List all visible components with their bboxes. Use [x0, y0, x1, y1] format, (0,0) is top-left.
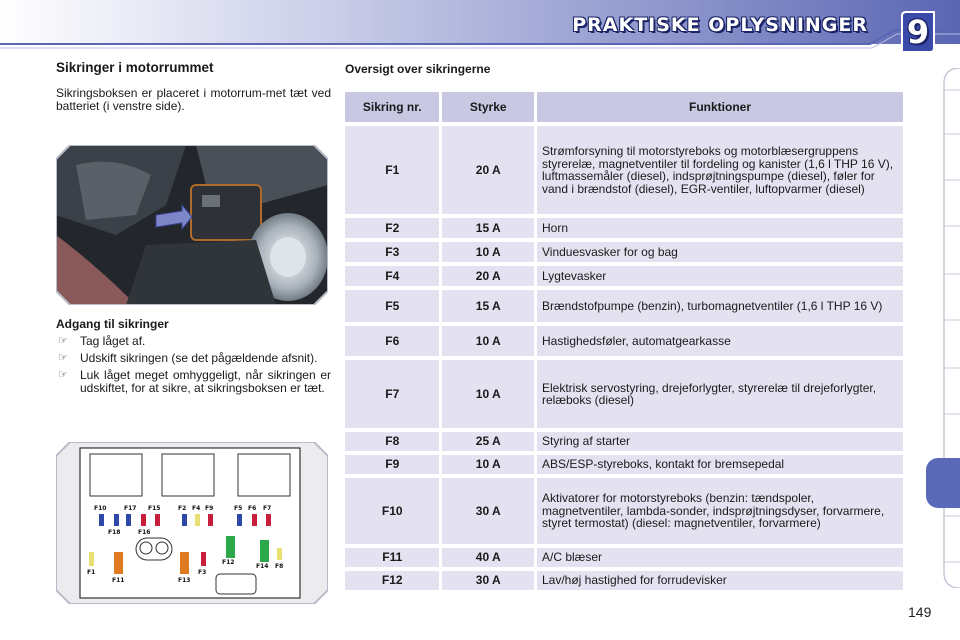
- fuse-function: ABS/ESP-styreboks, kontakt for bremsepedal: [537, 455, 903, 474]
- fuse-label: F6: [248, 505, 257, 512]
- fuse-rating: 15 A: [442, 218, 534, 238]
- fuse-function: Strømforsyning til motorstyreboks og motorblæsergruppens styrerelæ, magnetventiler til fordeling og kanister (1,6 l THP 16 V), luftmassemåler (diesel), indsprøjtningspumpe (diesel), føler for vand i brændstof (diesel), EGR-ventiler, luftopvarmer (diesel): [537, 126, 903, 214]
- pointing-hand-icon: ☞: [58, 352, 68, 364]
- step-text: Udskift sikringen (se det pågældende afsnit).: [80, 351, 318, 365]
- fuse-rating: 10 A: [442, 360, 534, 428]
- fuse-number: F6: [345, 326, 439, 356]
- fuse-rating: 10 A: [442, 326, 534, 356]
- fuse-function: Elektrisk servostyring, drejeforlygter, styrerelæ til drejeforlygter, relæboks (diesel): [537, 360, 903, 428]
- table-title: Oversigt over sikringerne: [345, 62, 491, 76]
- page-header: [0, 0, 960, 52]
- fuse-label: F12: [222, 559, 235, 566]
- fuse-number: F11: [345, 548, 439, 567]
- fuse-number: F3: [345, 242, 439, 262]
- pointing-hand-icon: ☞: [58, 369, 68, 381]
- fuse-label: F2: [178, 505, 187, 512]
- fuse-label: F10: [94, 505, 107, 512]
- fuse-function: Horn: [537, 218, 903, 238]
- fuse-label: F18: [108, 529, 121, 536]
- fuse-label: F17: [124, 505, 137, 512]
- fuse-number: F2: [345, 218, 439, 238]
- column-header-fuse-number: Sikring nr.: [345, 92, 439, 122]
- fuse-label: F5: [234, 505, 243, 512]
- fuse-number: F9: [345, 455, 439, 474]
- table-row: [345, 455, 903, 474]
- fuse-label: F11: [112, 577, 125, 584]
- fuse-label: F13: [178, 577, 191, 584]
- access-instructions: [56, 318, 331, 399]
- fuse-number: F1: [345, 126, 439, 214]
- table-row: [345, 266, 903, 286]
- table-row: [345, 290, 903, 322]
- step-text: Tag låget af.: [80, 334, 146, 348]
- fuse-function: Styring af starter: [537, 432, 903, 451]
- fuse-rating: 10 A: [442, 242, 534, 262]
- left-column: [56, 60, 331, 113]
- fuse-box-diagram: [56, 442, 328, 604]
- fuse-label: F16: [138, 529, 151, 536]
- fuse-label: F7: [263, 505, 272, 512]
- access-title: Adgang til sikringer: [56, 317, 169, 331]
- fuse-function: Lav/høj hastighed for forrudevisker: [537, 571, 903, 590]
- fuse-function: Hastighedsføler, automatgearkasse: [537, 326, 903, 356]
- fuse-number: F12: [345, 571, 439, 590]
- page-number: 149: [908, 604, 932, 620]
- table-header-row: [345, 92, 903, 122]
- table-row: [345, 242, 903, 262]
- step-item: [56, 369, 331, 395]
- fuse-function: Lygtevasker: [537, 266, 903, 286]
- fuse-number: F4: [345, 266, 439, 286]
- fuse-label: F3: [198, 569, 207, 576]
- fuse-rating: 40 A: [442, 548, 534, 567]
- table-row: [345, 571, 903, 590]
- side-tab-strip: [932, 68, 960, 588]
- table-row: [345, 478, 903, 544]
- pointing-hand-icon: ☞: [58, 335, 68, 347]
- fuse-function: A/C blæser: [537, 548, 903, 567]
- table-row: [345, 360, 903, 428]
- fuse-rating: 20 A: [442, 126, 534, 214]
- fuse-rating: 15 A: [442, 290, 534, 322]
- fuse-rating: 10 A: [442, 455, 534, 474]
- fuse-number: F10: [345, 478, 439, 544]
- table-row: [345, 126, 903, 214]
- fuse-function: Vinduesvasker for og bag: [537, 242, 903, 262]
- fuse-number: F7: [345, 360, 439, 428]
- table-row: [345, 432, 903, 451]
- table-row: [345, 218, 903, 238]
- fuse-function: Brændstofpumpe (benzin), turbomagnetventiler (1,6 l THP 16 V): [537, 290, 903, 322]
- fuse-rating: 25 A: [442, 432, 534, 451]
- fuse-label: F9: [205, 505, 214, 512]
- step-item: [56, 352, 331, 365]
- fuse-rating: 20 A: [442, 266, 534, 286]
- fuse-label: F4: [192, 505, 201, 512]
- column-header-rating: Styrke: [442, 92, 534, 122]
- fuse-table: [345, 92, 903, 594]
- table-row: [345, 326, 903, 356]
- table-row: [345, 548, 903, 567]
- fuse-label: F1: [87, 569, 96, 576]
- fuse-label: F15: [148, 505, 161, 512]
- fuse-number: F8: [345, 432, 439, 451]
- engine-bay-photo: [56, 145, 328, 305]
- side-tab-chapter-9[interactable]: [926, 458, 960, 508]
- fuse-number: F5: [345, 290, 439, 322]
- chapter-title: PRAKTISKE OPLYSNINGER: [572, 14, 868, 36]
- fuse-label: F14: [256, 563, 269, 570]
- fuse-rating: 30 A: [442, 478, 534, 544]
- intro-text: Sikringsboksen er placeret i motorrum-met tæt ved batteriet (i venstre side).: [56, 86, 331, 113]
- chapter-number: 9: [906, 13, 930, 51]
- column-header-functions: Funktioner: [537, 92, 903, 122]
- step-item: [56, 335, 331, 348]
- step-text: Luk låget meget omhyggeligt, når sikringen er udskiftet, for at sikre, at sikringsboksen er tæt.: [80, 368, 331, 395]
- section-title: Sikringer i motorrummet: [56, 60, 214, 75]
- fuse-label: F8: [275, 563, 284, 570]
- fuse-rating: 30 A: [442, 571, 534, 590]
- fuse-function: Aktivatorer for motorstyreboks (benzin: tændspoler, magnetventiler, lambda-sonder, indsprøjtningsdyser, forvarmere, styret termostat) (diesel: magnetventiler, forvarmere): [537, 478, 903, 544]
